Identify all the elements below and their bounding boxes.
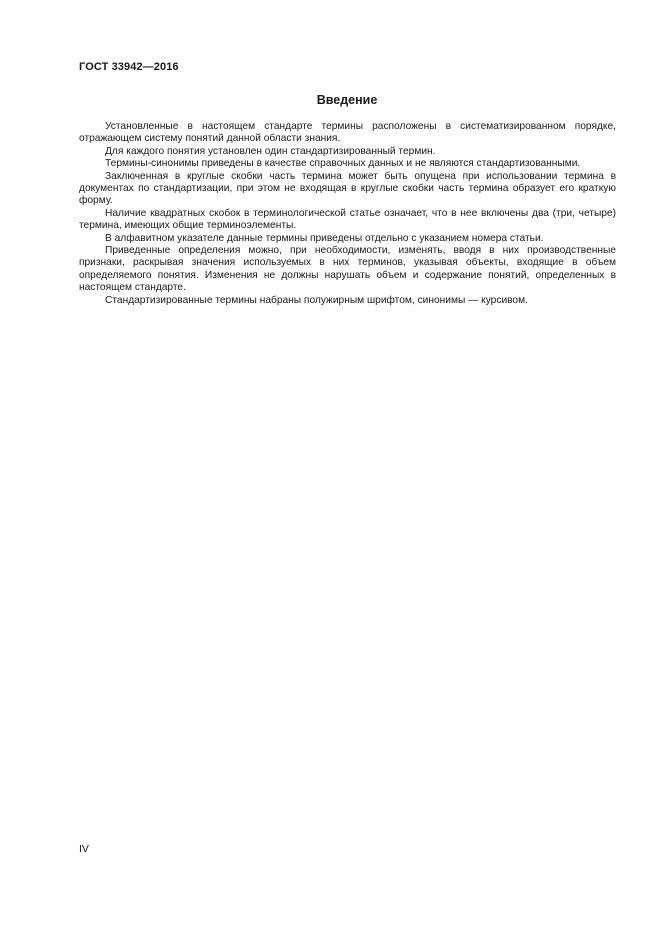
paragraph: Термины-синонимы приведены в качестве справочных данных и не являются стандартизованными. xyxy=(105,158,581,170)
paragraph: В алфавитном указателе данные термины приведены отдельно с указанием номера статьи. xyxy=(105,232,544,244)
paragraph: Установленные в настоящем стандарте термины расположены в систематизированном порядке, отражающем систему понятий данной области знания. xyxy=(79,121,616,145)
section-title: Введение xyxy=(316,93,378,107)
paragraph: Для каждого понятия установлен один стандартизированный термин. xyxy=(105,145,436,157)
document-header: ГОСТ 33942—2016 xyxy=(79,61,179,73)
paragraph: Приведенные определения можно, при необходимости, изменять, вводя в них производственные признаки, раскрывая значения используемых в них терминов, указывая объекты, входящие в объем определяемого понятия. Изменения не должны нарушать объем и содержание понятий, определенных в настоящем стандарте. xyxy=(79,245,616,294)
page-number: IV xyxy=(79,843,89,855)
paragraph: Стандартизированные термины набраны полужирным шрифтом, синонимы — курсивом. xyxy=(105,294,528,306)
introduction-body xyxy=(79,121,616,307)
paragraph: Заключенная в круглые скобки часть термина может быть опущена при использовании термина в документах по стандартизации, при этом не входящая в круглые скобки часть термина образует его краткую форму. xyxy=(79,170,616,207)
paragraph: Наличие квадратных скобок в терминологической статье означает, что в нее включены два (три, четыре) термина, имеющих общие терминоэлементы. xyxy=(79,207,616,232)
